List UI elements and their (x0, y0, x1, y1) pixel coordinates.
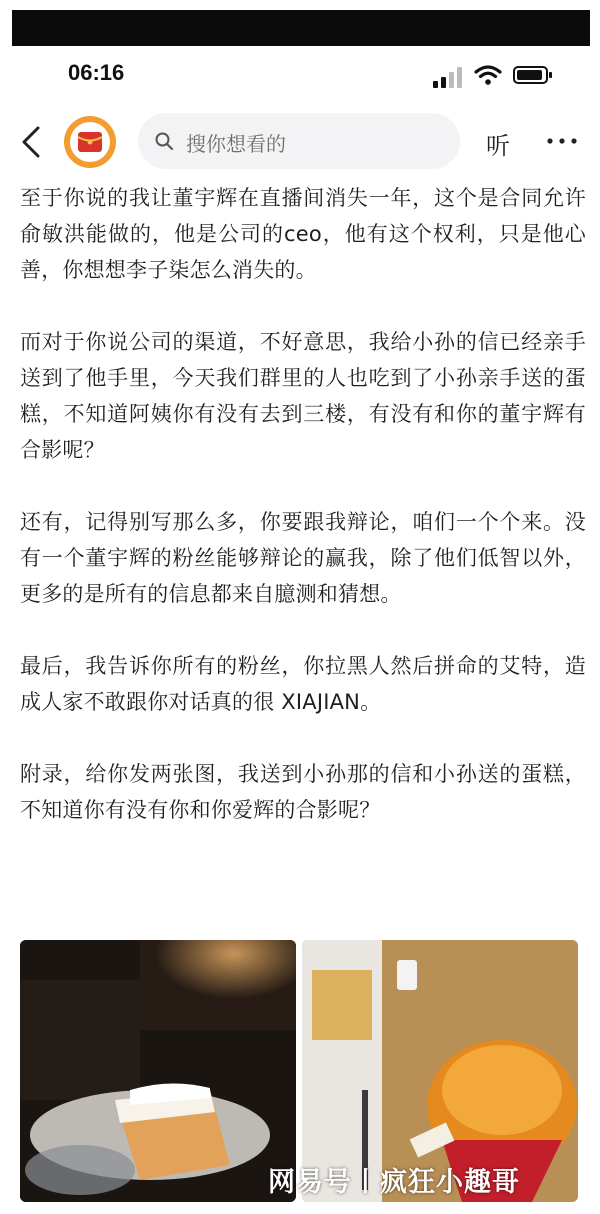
top-nav-bar (0, 110, 600, 176)
listen-button[interactable]: 听 (486, 132, 510, 160)
article-paragraph: 还有，记得别写那么多，你要跟我辩论，咱们一个个来。没有一个董宇辉的粉丝能够辩论的赢我，除了他们低智以外，更多的是所有的信息都来自臆测和猜想。 (20, 510, 586, 606)
search-icon (154, 131, 174, 151)
status-bar (0, 56, 600, 96)
status-time: 06:16 (68, 60, 125, 85)
cake-photo[interactable] (20, 940, 296, 1202)
author-avatar[interactable] (64, 116, 116, 168)
more-options-icon[interactable] (544, 126, 580, 156)
cake-photo-illustration (20, 940, 296, 1202)
top-black-bar (12, 10, 590, 46)
back-arrow-icon[interactable] (14, 122, 48, 162)
search-bar[interactable] (138, 113, 460, 169)
avatar-inner (70, 122, 110, 162)
search-placeholder: 搜你想看的 (186, 132, 286, 156)
watermark: 网易号丨疯狂小趣哥 (268, 1167, 520, 1198)
cell-signal-icon (433, 66, 465, 88)
red-envelope-icon (77, 131, 103, 153)
battery-icon (513, 65, 553, 85)
article-paragraph: 而对于你说公司的渠道，不好意思，我给小孙的信已经亲手送到了他手里，今天我们群里的人也吃到了小孙亲手送的蛋糕，不知道阿姨你有没有去到三楼，有没有和你的董宇辉有合影呢？ (20, 330, 586, 462)
article-paragraph: 最后，我告诉你所有的粉丝，你拉黑人然后拼命的艾特，造成人家不敢跟你对话真的很 XIAJIAN。 (20, 654, 586, 714)
article-paragraph: 至于你说的我让董宇辉在直播间消失一年，这个是合同允许俞敏洪能做的，他是公司的ceo，他有这个权利，只是他心善，你想想李子柒怎么消失的。 (20, 186, 586, 282)
article-paragraph: 附录，给你发两张图，我送到小孙那的信和小孙送的蛋糕，不知道你有没有你和你爱辉的合影呢？ (20, 762, 586, 822)
wifi-icon (474, 64, 502, 86)
article-body (20, 180, 586, 828)
